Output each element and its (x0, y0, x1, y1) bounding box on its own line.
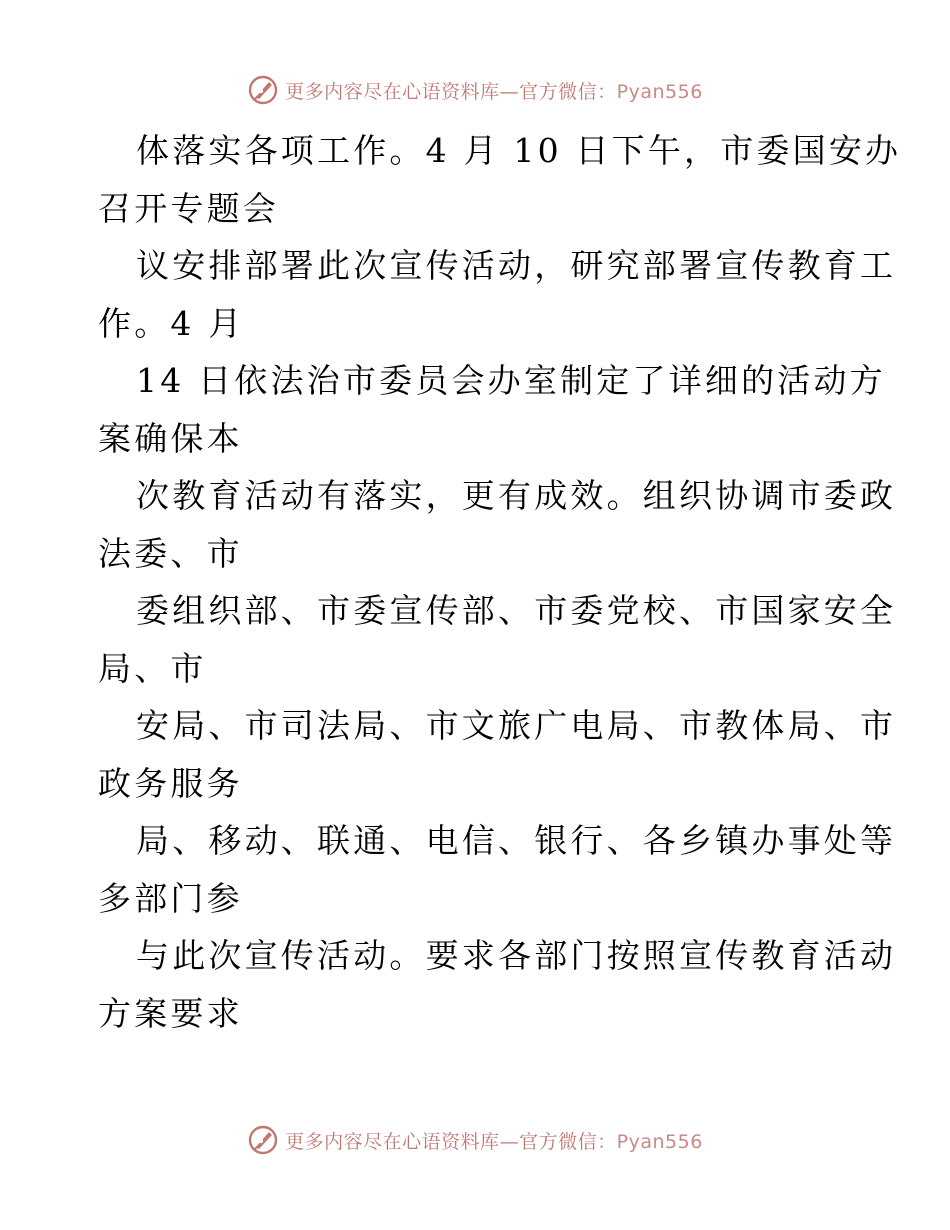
paragraph: 局、移动、联通、电信、银行、各乡镇办事处等 多部门参 (98, 821, 897, 918)
paragraph: 议安排部署此次宣传活动，研究部署宣传教育工 作。4 月 (98, 246, 897, 343)
paragraph: 安局、市司法局、市文旅广电局、市教体局、市 政务服务 (98, 706, 897, 803)
paragraph: 与此次宣传活动。要求各部门按照宣传教育活动 方案要求 (98, 936, 897, 1033)
watermark-handle: Pyan556 (616, 80, 703, 103)
watermark-text: 更多内容尽在心语资料库—官方微信：Pyan556 (285, 80, 703, 103)
watermark-handle: Pyan556 (616, 1130, 703, 1153)
quill-logo-icon (247, 74, 279, 106)
paragraph: 次教育活动有落实，更有成效。组织协调市委政 法委、市 (98, 476, 897, 573)
paragraph: 14 日依法治市委员会办室制定了详细的活动方 案确保本 (98, 361, 886, 458)
header-watermark (0, 70, 950, 110)
paragraph: 体落实各项工作。4 月 10 日下午，市委国安办 召开专题会 (98, 131, 902, 228)
footer-watermark (0, 1120, 950, 1160)
document-body (98, 122, 902, 1042)
paragraph: 委组织部、市委宣传部、市委党校、市国家安全 局、市 (98, 591, 897, 688)
quill-logo-icon (247, 1124, 279, 1156)
watermark-text: 更多内容尽在心语资料库—官方微信：Pyan556 (285, 1130, 703, 1153)
